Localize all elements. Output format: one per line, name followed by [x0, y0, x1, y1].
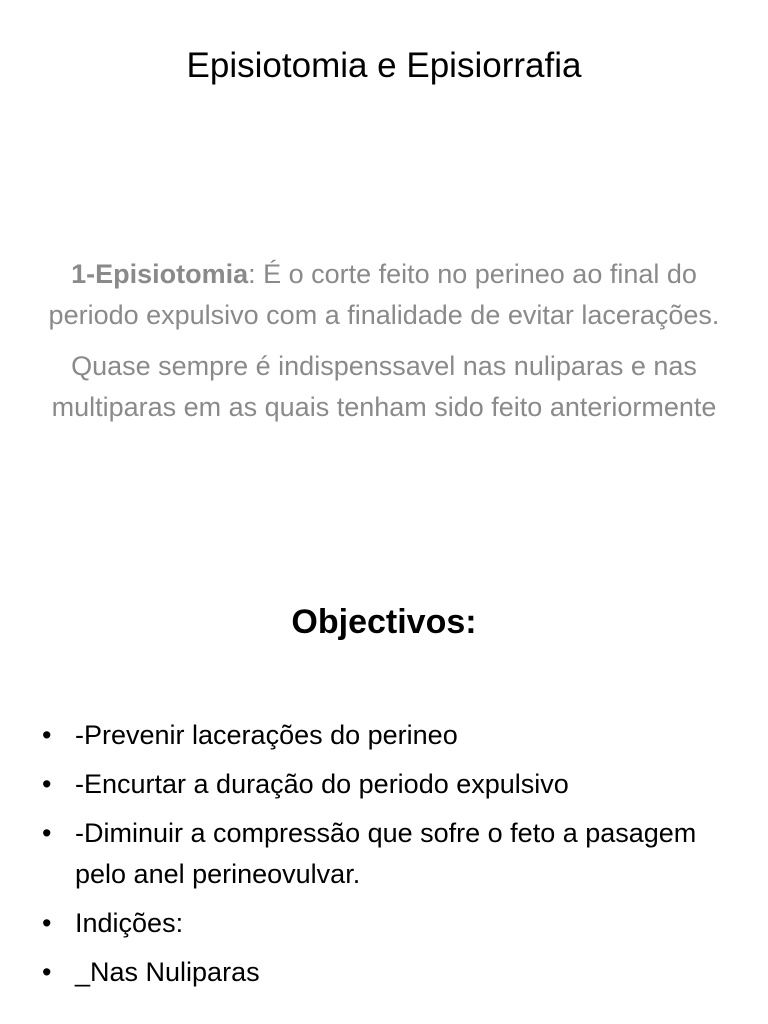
definition-paragraph	[30, 254, 738, 336]
bullet-list	[42, 715, 722, 1001]
slide-objectivos	[0, 512, 768, 1024]
list-item-text: -Prevenir lacerações do perineo	[75, 720, 458, 750]
list-item-text: -Encurtar a duração do periodo expulsivo	[75, 769, 569, 799]
section-heading: Objectivos:	[291, 603, 477, 641]
slide-title: Episiotomia e Episiorrafia	[186, 46, 582, 85]
list-item-text: -Diminuir a compressão que sofre o feto a pasagem pelo anel perineovulvar.	[75, 818, 697, 889]
bullet-icon: •	[42, 818, 52, 848]
list-item	[42, 715, 722, 756]
list-item	[42, 952, 722, 993]
list-item	[42, 903, 722, 944]
bullet-icon: •	[42, 720, 52, 750]
list-item	[42, 813, 722, 895]
definition-term: 1-Episiotomia	[71, 259, 249, 289]
slide-body	[30, 254, 738, 438]
list-item	[42, 764, 722, 805]
bullet-icon: •	[42, 957, 52, 987]
list-item-text: _Nas Nuliparas	[75, 957, 260, 987]
definition-text: : É o corte feito no perineo ao final do periodo expulsivo com a finalidade de evitar lacerações.	[48, 259, 720, 330]
bullet-icon: •	[42, 769, 52, 799]
bullet-icon: •	[42, 908, 52, 938]
list-item-text: Indições:	[75, 908, 184, 938]
indication-paragraph: Quase sempre é indispenssavel nas nuliparas e nas multiparas em as quais tenham sido feito anteriormente	[51, 351, 717, 422]
